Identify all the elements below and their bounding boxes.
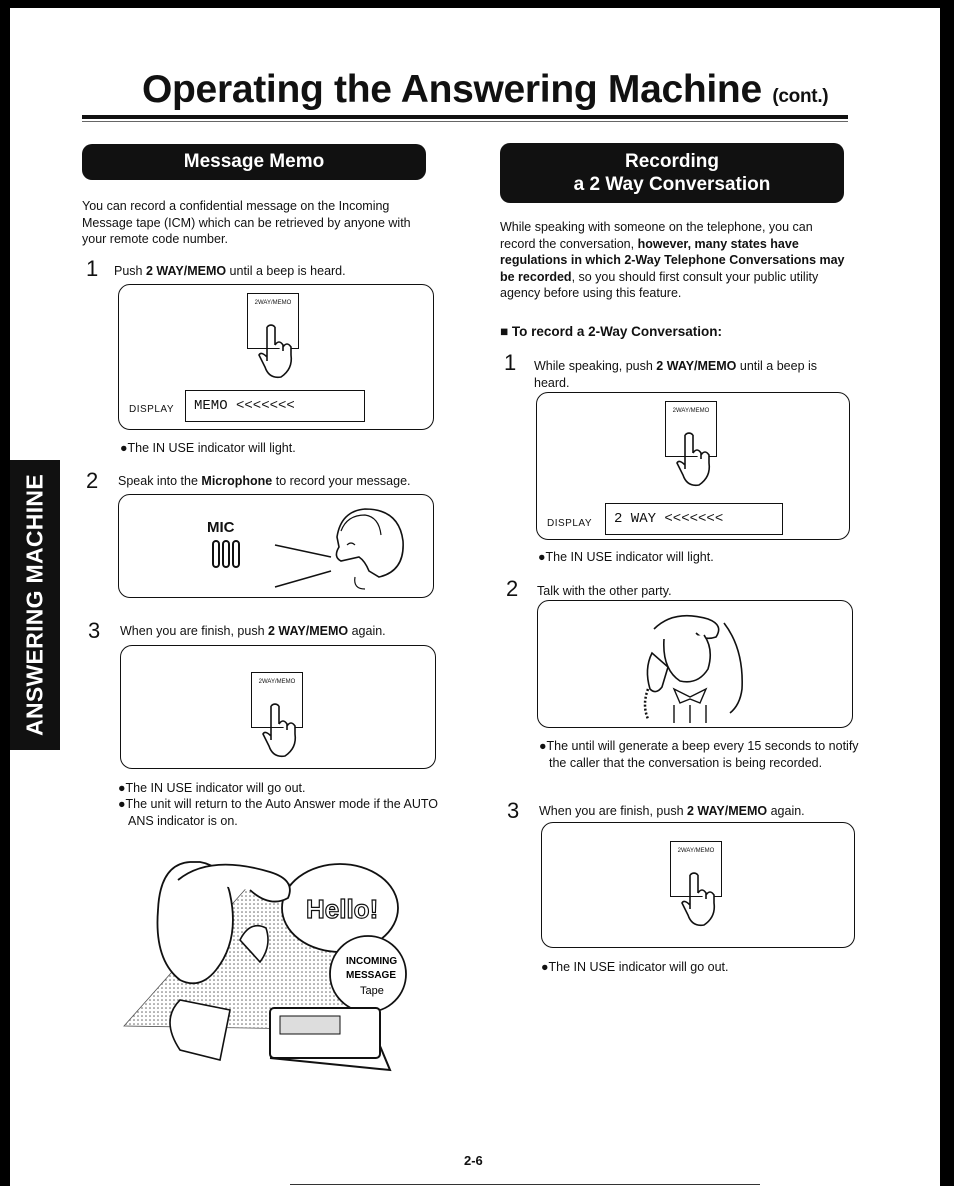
right-step2-number: 2 bbox=[506, 576, 519, 601]
left-display-readout: MEMO <<<<<<< bbox=[185, 390, 365, 422]
recording-banner-line1: Recording bbox=[625, 151, 719, 172]
right-step1-note: ●The IN USE indicator will light. bbox=[538, 550, 714, 564]
two-way-memo-button: 2WAY/MEMO bbox=[670, 841, 722, 897]
title-rule bbox=[82, 115, 848, 119]
page-title: Operating the Answering Machine (cont.) bbox=[142, 68, 829, 111]
manual-page bbox=[10, 8, 940, 1186]
pressing-finger-icon bbox=[667, 429, 727, 489]
speaking-woman-icon bbox=[269, 501, 409, 591]
footer-rule bbox=[290, 1184, 760, 1185]
woman-with-answering-machine-illustration bbox=[120, 850, 410, 1074]
right-step3-text: When you are finish, push 2 WAY/MEMO again. bbox=[539, 804, 805, 818]
tape-label-line2: MESSAGE bbox=[346, 970, 397, 981]
left-step2-number: 2 bbox=[86, 468, 99, 493]
right-step2-illustration bbox=[537, 600, 853, 728]
right-display-label: DISPLAY bbox=[547, 518, 592, 529]
pressing-finger-icon bbox=[253, 700, 313, 760]
right-step2-note: ●The until will generate a beep every 15 seconds to notify the caller that the conversation is being recorded. bbox=[539, 739, 859, 770]
tape-label-line1: INCOMING bbox=[346, 956, 398, 967]
left-display-label: DISPLAY bbox=[129, 404, 174, 415]
left-step3-number: 3 bbox=[88, 618, 101, 643]
right-step2-text: Talk with the other party. bbox=[537, 584, 672, 598]
right-display-readout: 2 WAY <<<<<<< bbox=[605, 503, 783, 535]
left-step1-number: 1 bbox=[86, 256, 99, 281]
mic-label: MIC bbox=[207, 519, 235, 536]
pressing-finger-icon bbox=[672, 869, 732, 929]
right-step3-number: 3 bbox=[507, 798, 520, 823]
recording-banner bbox=[500, 143, 844, 203]
woman-on-phone-icon bbox=[634, 609, 754, 723]
two-way-memo-button: 2WAY/MEMO bbox=[247, 293, 299, 349]
microphone-icon bbox=[211, 539, 241, 569]
right-step3-illustration bbox=[541, 822, 855, 948]
tape-label-line3: Tape bbox=[360, 985, 384, 997]
hello-bubble-text: Hello! bbox=[306, 894, 379, 924]
recording-intro: While speaking with someone on the telephone, you can record the conversation, however, many states have regulations in which 2-Way Telephone Conversations may be recorded, so you should first consult your public utility agency before using this feature. bbox=[500, 220, 845, 300]
left-step1-illustration bbox=[118, 284, 434, 430]
left-step2-illustration bbox=[118, 494, 434, 598]
left-step3-note-a: ●The IN USE indicator will go out. bbox=[118, 781, 306, 795]
two-way-memo-button: 2WAY/MEMO bbox=[665, 401, 717, 457]
message-memo-intro: You can record a confidential message on the Incoming Message tape (ICM) which can be retrieved by anyone with your remote code number. bbox=[82, 199, 411, 246]
message-memo-banner: Message Memo bbox=[82, 144, 426, 180]
page-number: 2-6 bbox=[464, 1153, 483, 1168]
recording-subhead: ■ To record a 2-Way Conversation: bbox=[500, 324, 722, 339]
two-way-memo-button: 2WAY/MEMO bbox=[251, 672, 303, 728]
left-step2-text: Speak into the Microphone to record your message. bbox=[118, 474, 411, 488]
section-tab-label: ANSWERING MACHINE bbox=[21, 474, 48, 736]
right-step1-illustration bbox=[536, 392, 850, 540]
recording-banner-line2: a 2 Way Conversation bbox=[573, 174, 771, 195]
left-step3-note-b: ●The unit will return to the Auto Answer mode if the AUTO ANS indicator is on. bbox=[118, 797, 438, 828]
left-step1-note: ●The IN USE indicator will light. bbox=[120, 441, 296, 455]
pressing-finger-icon bbox=[249, 321, 309, 381]
left-step1-text: Push 2 WAY/MEMO until a beep is heard. bbox=[114, 264, 346, 278]
right-step1-text: While speaking, push 2 WAY/MEMO until a beep is heard. bbox=[534, 359, 818, 390]
right-step1-number: 1 bbox=[504, 350, 517, 375]
left-step3-text: When you are finish, push 2 WAY/MEMO again. bbox=[120, 624, 386, 638]
title-rule-thin bbox=[82, 121, 848, 122]
title-suffix: (cont.) bbox=[772, 86, 829, 107]
left-step3-illustration bbox=[120, 645, 436, 769]
right-step3-note: ●The IN USE indicator will go out. bbox=[541, 960, 729, 974]
